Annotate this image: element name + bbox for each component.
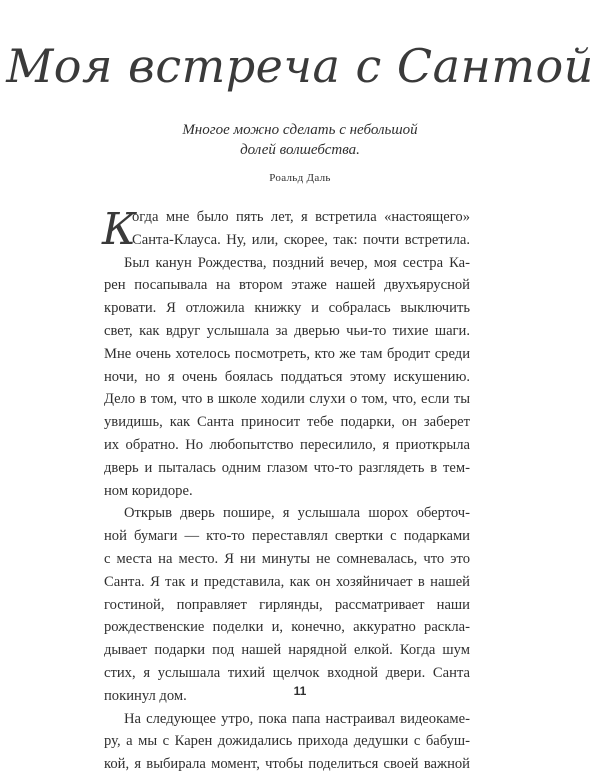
body-line: ру, а мы с Карен дожидались прихода дедушки с бабуш-: [104, 733, 470, 750]
drop-cap: К: [102, 204, 137, 255]
epigraph: [140, 120, 460, 188]
body-line: рождественские поделки и, конечно, аккуратно раскла-: [104, 619, 470, 636]
page-number: 11: [293, 684, 307, 698]
body-line: ной бумаги — кто-то переставлял свертки с подарками: [104, 528, 470, 545]
body-line: увидишь, как Санта приносит тебе подарки, он заберет: [104, 414, 470, 431]
body-line: стих, я услышала тихий щелчок входной двери. Санта: [104, 664, 470, 681]
body-line: На следующее утро, пока папа настраивал видеокаме-: [124, 710, 470, 727]
body-line: дывает подарки под нашей нарядной елкой. Когда шум: [104, 642, 470, 659]
body-line: их обратно. Но любопытство пересилило, я приоткрыла: [104, 436, 470, 453]
body-line: Санта. Я так и представила, как он хозяйничает в нашей: [104, 573, 470, 590]
first-paragraph-start: [102, 204, 470, 255]
body-line: Дело в том, что в школе ходили слухи о том, что, если ты: [104, 391, 470, 408]
body-line: гостиной, поправляет гирлянды, рассматривает наши: [104, 596, 470, 613]
epigraph-author: Роальд Даль: [269, 172, 331, 184]
body-line: Был канун Рождества, поздний вечер, моя сестра Ка-: [124, 254, 470, 271]
body-line: ночи, но я очень боялась поддаться этому искушению.: [104, 368, 470, 385]
body-line: кой, я выбирала момент, чтобы поделиться своей важной: [104, 756, 470, 773]
body-line: покинул дом.: [104, 687, 187, 704]
body-line: рен посапывала на втором этаже нашей двухъярусной: [104, 277, 470, 294]
body-line: огда мне было пять лет, я встретила «настоящего»: [132, 209, 470, 225]
epigraph-line: Многое можно сделать с небольшой: [182, 122, 418, 138]
epigraph-line: долей волшебства.: [240, 142, 360, 158]
body-line: Мне очень хотелось посмотреть, кто же там бродит среди: [104, 345, 470, 362]
body-line: Открыв дверь пошире, я услышала шорох оберточ-: [124, 505, 470, 522]
body-line: ном коридоре.: [104, 482, 193, 499]
body-line: дверь и пыталась одним глазом что-то разглядеть в тем-: [104, 459, 470, 476]
chapter-title: Моя встреча с Сантой: [6, 39, 594, 93]
body-line: с места на место. Я ни минуты не сомневалась, что это: [104, 550, 470, 567]
body-line: Санта-Клауса. Ну, или, скорее, так: почти встретила.: [132, 231, 470, 248]
body-line: кровати. Я отложила книжку и собралась выключить: [104, 300, 470, 317]
body-line: свет, как вдруг услышала за дверью чьи-то тихие шаги.: [104, 322, 470, 339]
